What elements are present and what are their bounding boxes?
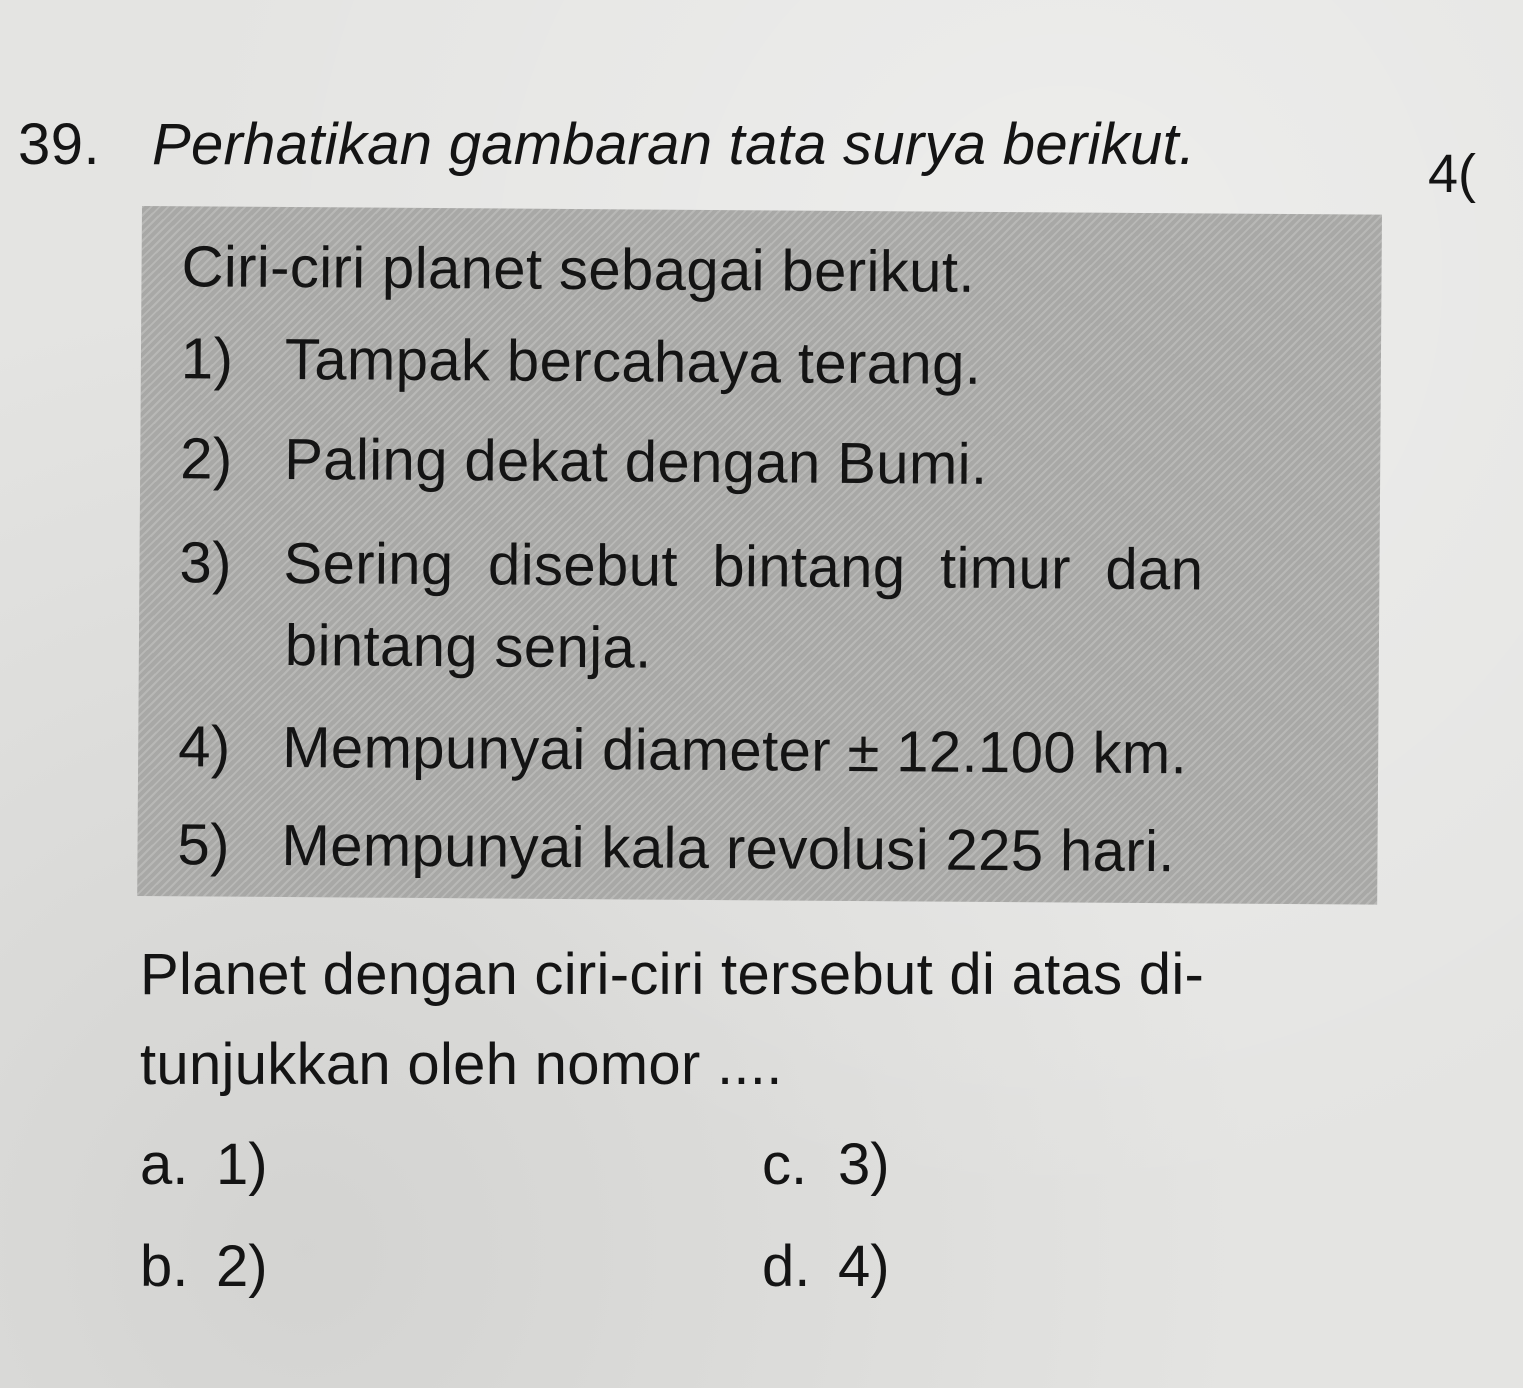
feature-item-3-continuation: bintang senja.: [284, 613, 652, 681]
next-question-number-fragment: 4(: [1428, 144, 1477, 204]
question-prompt: Perhatikan gambaran tata surya berikut.: [152, 112, 1196, 177]
feature-item-text: Paling dekat dengan Bumi.: [284, 426, 988, 497]
feature-item-3: [179, 528, 1203, 605]
question-number: 39.: [18, 112, 101, 177]
feature-item-text: Mempunyai kala revolusi 225 hari.: [281, 812, 1176, 885]
feature-item-number: 3): [179, 530, 233, 596]
feature-item-1: [181, 324, 982, 400]
option-letter: a.: [140, 1132, 189, 1197]
answer-option-b[interactable]: [140, 1232, 268, 1302]
feature-item-text: Mempunyai diameter ± 12.100 km.: [281, 714, 1188, 787]
features-heading: Ciri-ciri planet sebagai berikut.: [181, 234, 976, 305]
feature-item-2: [180, 424, 988, 500]
option-value: 1): [216, 1132, 268, 1197]
feature-item-text: Tampak bercahaya terang.: [284, 327, 982, 397]
option-value: 4): [838, 1234, 890, 1299]
option-letter: d.: [762, 1234, 811, 1299]
feature-item-number: 5): [177, 812, 231, 878]
question-stem-line-2: tunjukkan oleh nomor ....: [140, 1032, 783, 1097]
feature-item-number: 1): [180, 326, 234, 392]
question-stem-line-1: Planet dengan ciri-ciri tersebut di atas di-: [140, 942, 1205, 1007]
option-letter: c.: [762, 1132, 808, 1197]
option-value: 2): [216, 1234, 268, 1299]
planet-features-box: [137, 206, 1382, 905]
option-value: 3): [838, 1132, 890, 1197]
answer-option-a[interactable]: [140, 1130, 268, 1200]
answer-option-c[interactable]: [762, 1130, 890, 1200]
feature-item-number: 2): [180, 426, 233, 492]
feature-item-5: [177, 810, 1175, 887]
option-letter: b.: [140, 1234, 189, 1299]
feature-item-text: Sering disebut bintang timur dan: [283, 530, 1204, 603]
answer-option-d[interactable]: [762, 1232, 890, 1302]
feature-item-number: 4): [177, 714, 231, 780]
feature-item-4: [178, 712, 1187, 789]
